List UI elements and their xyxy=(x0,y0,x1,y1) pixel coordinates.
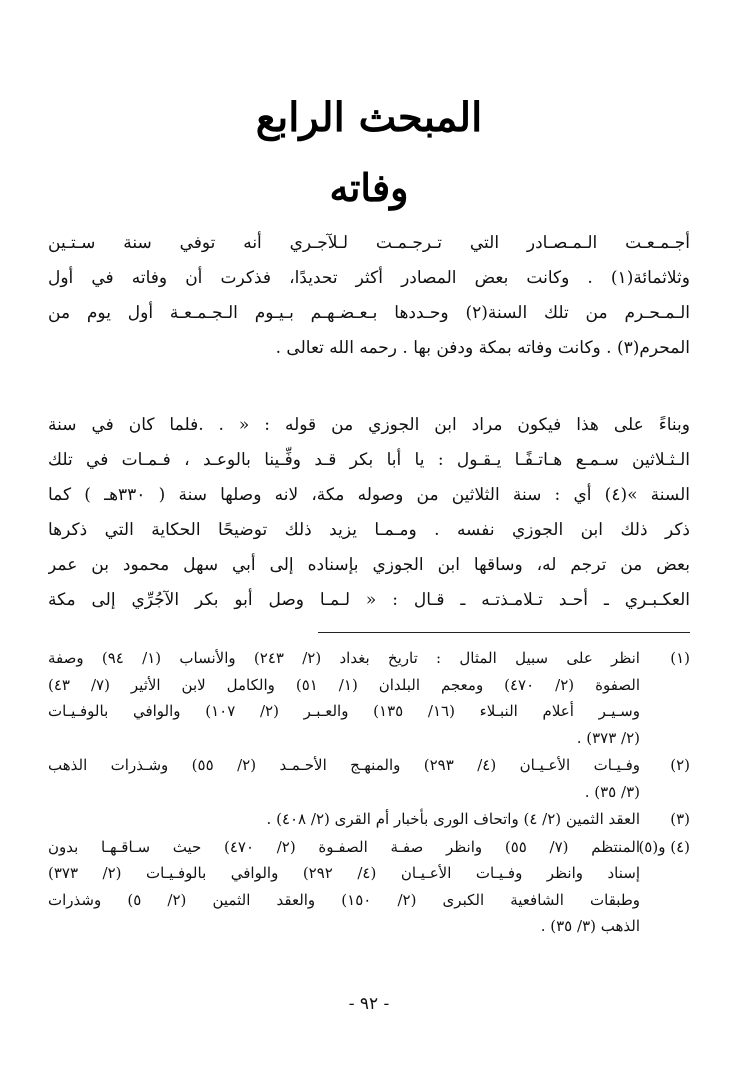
footnote-line: الصفوة (٢/ ٤٧٠) ومعجم البلدان (١/ ٥١) والكامل لابن الأثير (٧/ ٤٣) xyxy=(48,675,640,694)
footnote-number: (٤) و(٥) xyxy=(638,837,690,856)
footnote-1 xyxy=(48,645,690,751)
section-title: المبحث الرابع xyxy=(255,94,483,141)
footnote-separator xyxy=(318,632,690,633)
paragraph-line: السنة »(٤) أي : سنة الثلاثين من وصوله مكة، لانه وصلها سنة ( ٣٣٠هـ ) كما xyxy=(48,485,690,505)
footnote-line: إسناد وانظر وفـيـات الأعـيـان (٤/ ٢٩٢) والوافي بالوفـيـات (٢/ ٣٧٣) xyxy=(48,864,640,882)
page-number: - ٩٢ - xyxy=(348,994,390,1014)
paragraph-death xyxy=(48,226,690,366)
footnote-line: وفـيـات الأعـيـان (٤/ ٢٩٣) والمنهـج الأحـمـد (٢/ ٥٥) وشـذرات الذهب xyxy=(48,756,640,774)
footnote-line: (٣/ ٣٥) . xyxy=(584,782,640,801)
paragraph-line: أجـمـعـت الـمـصـادر التي تـرجـمـت لـلآجـري أنه توفي سنة سـتـين xyxy=(48,233,690,253)
footnote-4-5 xyxy=(48,834,690,940)
paragraph-ibn-jawzi xyxy=(48,408,690,618)
paragraph-line: المحرم(٣) . وكانت وفاته بمكة ودفن بها . رحمه الله تعالى . xyxy=(275,338,690,358)
paragraph-line: وثلاثمائة(١) . وكانت بعض المصادر أكثر تحديدًا، فذكرت أن وفاته في أول xyxy=(48,268,690,288)
footnote-line: وسـيـر أعلام النبـلاء (١٦/ ١٣٥) والعـبـر (٢/ ١٠٧) والوافي بالوفـيـات xyxy=(48,702,640,720)
footnote-number: (١) xyxy=(670,649,690,667)
paragraph-line: الـثـلاثين سـمـع هـاتـفًـا يـقـول : يا أبا بكر قـد وفِّـينا بالوعـد ، فـمـات في تلك xyxy=(48,450,690,470)
footnote-line: الذهب (٣/ ٣٥) . xyxy=(540,917,640,935)
paragraph-line: الـمـحـرم من تلك السنة(٢) وحـددها بـعـضـهـم بـيـوم الـجـمـعـة أول يوم من xyxy=(48,303,690,323)
footnote-2 xyxy=(48,752,690,805)
footnote-line: المنتظم (٧/ ٥٥) وانظر صفـة الصفـوة (٢/ ٤٧٠) حيث سـاقـهـا بدون xyxy=(48,837,640,856)
paragraph-line: وبناءً على هذا فيكون مراد ابن الجوزي من قوله : « . .فلما كان في سنة xyxy=(48,415,690,435)
footnote-line: (٢/ ٣٧٣) . xyxy=(576,728,640,747)
paragraph-line: بعض من ترجم له، وساقها ابن الجوزي بإسناده إلى أبي سهل محمود بن عمر xyxy=(48,555,690,575)
footnote-number: (٢) xyxy=(670,756,690,774)
footnote-3 xyxy=(48,806,690,833)
section-subtitle: وفاته xyxy=(329,165,409,210)
paragraph-line: العكـبـري ـ أحـد تـلامـذتـه ـ قـال : « لـمـا وصل أبو بكر الآجُرِّي إلى مكة xyxy=(48,590,690,610)
footnote-line: وطبقات الشافعية الكبرى (٢/ ١٥٠) والعقد الثمين (٢/ ٥) وشذرات xyxy=(48,890,640,909)
footnotes xyxy=(48,645,690,941)
footnote-line: انظر على سبيل المثال : تاريخ بغداد (٢/ ٢٤٣) والأنساب (١/ ٩٤) وصفة xyxy=(48,649,640,667)
footnote-number: (٣) xyxy=(670,810,690,828)
footnote-line: العقد الثمين (٢/ ٤) واتحاف الورى بأخبار أم القرى (٢/ ٤٠٨) . xyxy=(266,810,640,828)
paragraph-line: ذكر ذلك ابن الجوزي نفسه . ومـمـا يزيد ذلك توضيحًا الحكاية التي ذكرها xyxy=(48,520,690,540)
